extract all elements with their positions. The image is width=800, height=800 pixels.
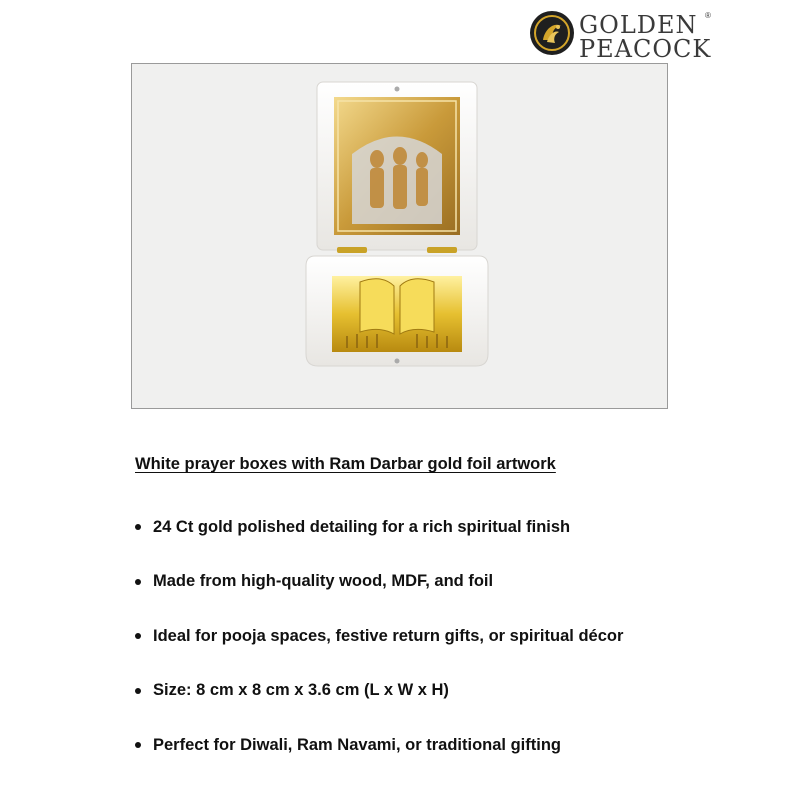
brand-logo[interactable] <box>529 6 719 63</box>
bullet-icon <box>135 524 141 530</box>
feature-list <box>133 500 623 773</box>
prayer-box-illustration <box>132 64 667 408</box>
brand-name-line1: GOLDEN <box>579 11 698 39</box>
bullet-icon <box>135 742 141 748</box>
list-item <box>133 609 623 664</box>
list-item <box>133 718 623 773</box>
feature-text: 24 Ct gold polished detailing for a rich spiritual finish <box>153 517 571 536</box>
product-title: White prayer boxes with Ram Darbar gold foil artwork <box>135 455 556 473</box>
bullet-icon <box>135 579 141 585</box>
product-image <box>131 63 668 409</box>
list-item <box>133 664 623 719</box>
list-item <box>133 500 623 555</box>
list-item <box>133 555 623 610</box>
bullet-icon <box>135 688 141 694</box>
feature-text: Perfect for Diwali, Ram Navami, or traditional gifting <box>153 735 561 754</box>
bullet-icon <box>135 633 141 639</box>
feature-text: Made from high-quality wood, MDF, and foil <box>153 572 494 591</box>
brand-name-line2: PEACOCK <box>579 35 712 63</box>
feature-text: Ideal for pooja spaces, festive return gifts, or spiritual décor <box>153 626 624 645</box>
registered-mark: ® <box>705 11 711 20</box>
peacock-emblem-icon <box>529 10 575 56</box>
feature-text: Size: 8 cm x 8 cm x 3.6 cm (L x W x H) <box>153 681 449 700</box>
